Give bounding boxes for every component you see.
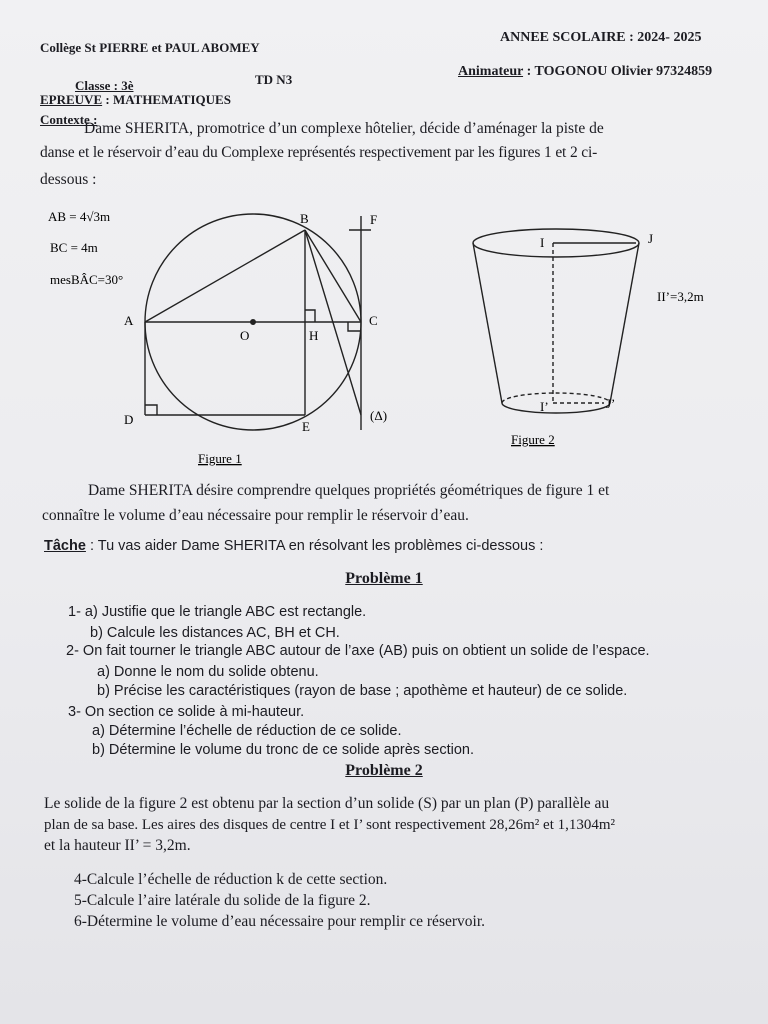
q1b: b) Calcule les distances AC, BH et CH. [90,625,340,641]
figure-2 [0,0,768,480]
data-bc: BC = 4m [50,240,98,255]
intro-line-2: connaître le volume d’eau nécessaire pour remplir le réservoir d’eau. [42,507,469,524]
q1a: 1- a) Justifie que le triangle ABC est rectangle. [68,604,367,620]
q3: 3- On section ce solide à mi-hauteur. [68,704,305,720]
height-value: II’=3,2m [657,289,704,304]
animateur-label: Animateur [458,64,524,79]
label-c: C [369,313,378,328]
q6: 6-Détermine le volume d’eau nécessaire pour remplir ce réservoir. [74,913,485,930]
context-line-2: danse et le réservoir d’eau du Complexe représentés respectivement par les figures 1 et 2 ci- [40,144,598,161]
q2a: a) Donne le nom du solide obtenu. [97,664,319,680]
context-label: Contexte : [40,112,98,127]
intro-line-1: Dame SHERITA désire comprendre quelques propriétés géométriques de figure 1 et [88,482,610,499]
p2-line-3: et la hauteur II’ = 3,2m. [44,837,191,854]
label-f: F [370,212,378,227]
task-label: Tâche [44,538,86,554]
context-line-1: Dame SHERITA, promotrice d’un complexe hôtelier, décide d’aménager la piste de [84,120,604,137]
class-label: Classe : 3è [75,78,134,93]
animateur-value: : TOGONOU Olivier 97324859 [523,64,713,79]
label-j: J [648,231,654,246]
p2-line-1: Le solide de la figure 2 est obtenu par la section d’un solide (S) par un plan (P) parallèle au [44,795,610,812]
q3b: b) Détermine le volume du tronc de ce solide après section. [92,742,475,758]
task-text: : Tu vas aider Dame SHERITA en résolvant les problèmes ci-dessous : [85,538,544,554]
q3a: a) Détermine l’échelle de réduction de ce solide. [92,723,402,739]
bottom-disk-back [502,393,610,403]
figure-2-caption: Figure 2 [511,432,555,447]
label-d: D [124,412,134,427]
data-ab: AB = 4√3m [48,209,111,224]
label-b: B [300,211,309,226]
td-number: TD N3 [255,72,293,87]
bottom-disk-front [502,403,610,413]
problem-1-title: Problème 1 [345,570,423,587]
context-line-3: dessous : [40,171,97,188]
q2b: b) Précise les caractéristiques (rayon de base ; apothème et hauteur) de ce solide. [97,683,628,699]
label-a: A [124,313,134,328]
q4: 4-Calcule l’échelle de réduction k de cette section. [74,871,388,888]
generatrix-left [473,243,502,403]
figure-1-caption: Figure 1 [198,451,242,466]
label-o: O [240,328,250,343]
q2: 2- On fait tourner le triangle ABC autour de l’axe (AB) puis on obtient un solide de l’espace. [66,643,650,659]
label-e: E [302,419,310,434]
generatrix-right [610,243,639,403]
label-i: I [540,235,545,250]
label-h: H [309,328,319,343]
label-delta: (Δ) [370,408,388,423]
q5: 5-Calcule l’aire latérale du solide de la figure 2. [74,892,371,909]
school-year: ANNEE SCOLAIRE : 2024- 2025 [500,30,702,45]
epreuve-value: : MATHEMATIQUES [102,92,231,107]
label-j-prime: J’ [606,396,616,411]
problem-2-title: Problème 2 [345,762,423,779]
label-i-prime: I’ [540,399,549,414]
data-angle: mesBÂC=30° [50,272,124,287]
task-line [44,536,543,556]
epreuve-label: EPREUVE [40,92,103,107]
school-name: Collège St PIERRE et PAUL ABOMEY [40,40,260,55]
p2-line-2: plan de sa base. Les aires des disques de centre I et I’ sont respectivement 28,26m² et 1,1304m² [44,817,616,833]
